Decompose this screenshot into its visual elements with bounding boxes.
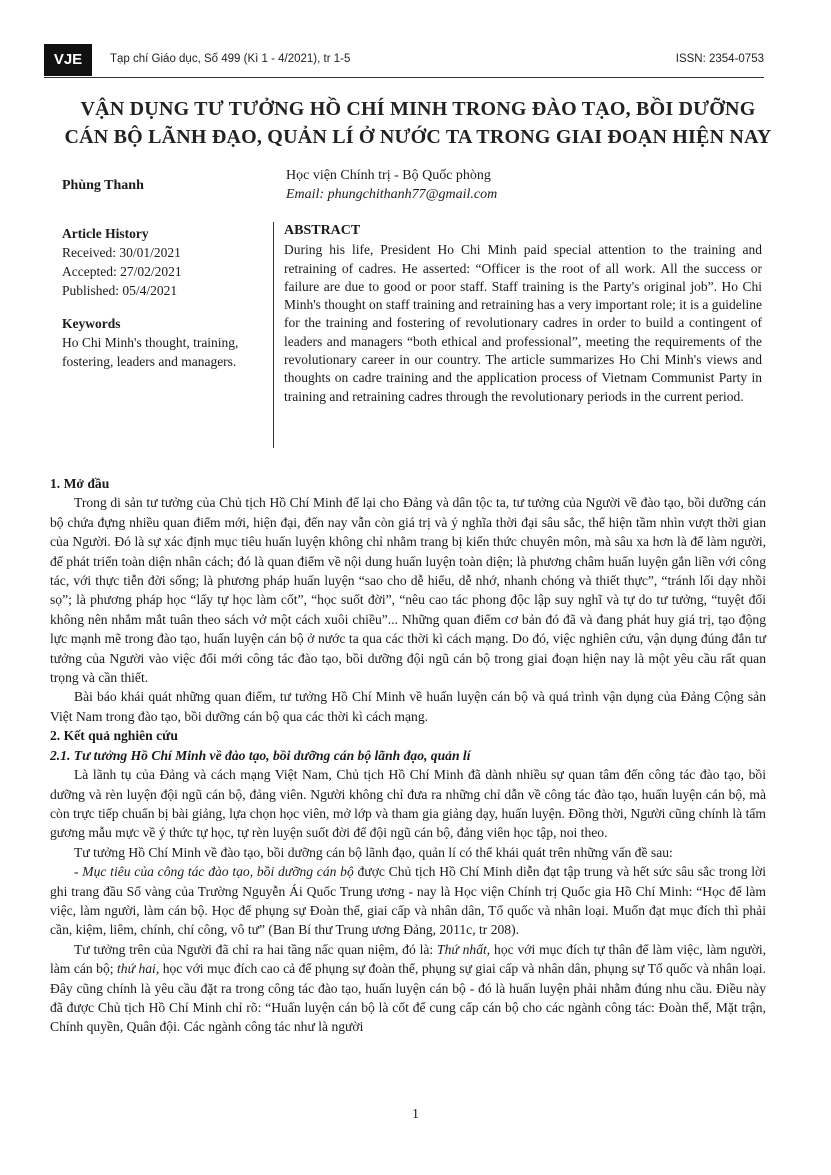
paragraph [50,940,766,1037]
paragraph: Bài báo khái quát những quan điểm, tư tưởng Hồ Chí Minh về huấn luyện cán bộ và quá trình vận dụng của Đảng Cộng sản Việt Nam trong đào tạo, bồi dưỡng cán bộ qua các thời kì cách mạng. [50,689,766,724]
abstract-heading: ABSTRACT [284,223,361,238]
header-divider [44,77,764,78]
article-body [50,474,766,1037]
accepted-date: Accepted: 27/02/2021 [62,264,182,279]
published-date: Published: 05/4/2021 [62,283,178,298]
author-affiliation-block [286,166,497,204]
page-number: 1 [412,1107,419,1122]
author-name: Phùng Thanh [62,178,144,193]
paragraph-text: , học với mục đích cao cả để phụng sự đoàn thể, phụng sự giai cấp và nhân dân, phụng sự Tổ quốc và nhân loại. Đây cũng chính là yêu cầu đặt ra trong công tác đào tạo, huấn luyện cán bộ - đó là huấn luyện phải nhằm đúng nhu cầu. Điều này đã được Chủ tịch Hồ Chí Minh chỉ rõ: “Huấn luyện cán bộ là cốt để cung cấp cán bộ cho các ngành công tác: Đoàn thể, Mặt trận, Chính quyền, Quân đội. Các ngành công tác như là người [50,961,766,1035]
paragraph: Tư tưởng Hồ Chí Minh về đào tạo, bồi dưỡng cán bộ lãnh đạo, quản lí có thể khái quát trên những vấn đề sau: [74,844,673,860]
abstract-text: During his life, President Ho Chi Minh paid special attention to the training and retraining of cadres. He asserted: “Officer is the root of all work. All the success or failure are due to good or poor staff. Staff training is the Party's original job”. Ho Chi Minh's thought on staff training and retraining has a very important role; it is a guideline for the training and fostering of revolutionary cadres in order to build a contingent of leaders and managers “both ethical and professional”, meeting the requirements of the revolutionary career in our country. The article summarizes Ho Chi Minh's views and thoughts on cadre training and the application process of Vietnam Communist Party in training and retraining cadres through the revolutionary periods in the current period. [284,242,762,404]
paragraph-text: được Chủ tịch Hồ Chí Minh diễn đạt tập trung và hết sức sâu sắc trong lời ghi trang đầu Sổ vàng của Trường Nguyễn Ái Quốc Trung ương - nay là Học viện Chính trị Quốc gia Hồ Chí Minh: “Học để làm việc, làm người, làm cán bộ. Học để phụng sự Đoàn thể, giai cấp và nhân dân, Tổ quốc và nhân loại. Muốn đạt mục đích thì phải cần, kiệm, liêm, chính, chí công, vô tư” (Ban Bí thư Trung ương Đảng, 2011c, tr 208). [50,864,767,938]
journal-citation: Tạp chí Giáo dục, Số 499 (Kì 1 - 4/2021), tr 1-5 [110,53,351,65]
received-date: Received: 30/01/2021 [62,245,181,260]
italic-phrase: thứ hai [117,961,156,977]
journal-header [44,44,764,76]
article-history-heading: Article History [62,226,149,241]
journal-logo: VJE [44,44,92,76]
paragraph: Trong di sản tư tưởng của Chủ tịch Hồ Chí Minh để lại cho Đảng và dân tộc ta, tư tưởng của Người về đào tạo, bồi dưỡng cán bộ chứa đựng nhiều quan điểm mới, hiện đại, đến nay vẫn còn giá trị và ý nghĩa thời đại sâu sắc, thể hiện tầm nhìn vượt thời gian của Người. Đó là sự xác định mục tiêu huấn luyện không chỉ nhằm trang bị kiến thức chuyên môn, mà sâu xa hơn là để làm người, để phát triển toàn diện nhân cách; đó là quan điểm về nội dung huấn luyện toàn diện; là phương châm huấn luyện gắn liền với công tác, với thực tiễn đời sống; là phương pháp huấn luyện “sao cho dễ hiểu, dễ nhớ, nhanh chóng và thiết thực”, “tránh lối dạy nhồi sọ”; là phương pháp học “lấy tự học làm cốt”, “học suốt đời”, “nêu cao tác phong độc lập suy nghĩ và tự do tư tưởng, “tuyệt đối không nên nhắm mắt tuân theo sách vở một cách xuôi chiều”... Những quan điểm cơ bản đó đã và đang phát huy giá trị, tạo động lực mạnh mẽ trong đào tạo, huấn luyện cán bộ ở nước ta qua các thời kì cách mạng. Do đó, việc nghiên cứu, vận dụng đúng đắn tư tưởng của Người vào việc đổi mới công tác đào tạo, bồi dưỡng đội ngũ cán bộ trong giai đoạn hiện nay là một yêu cầu rất quan trọng và cần thiết. [50,495,766,686]
keywords-heading: Keywords [62,316,121,331]
abstract-divider [273,222,274,448]
italic-phrase: - Mục tiêu của công tác đào tạo, bồi dưỡng cán bộ [74,864,354,880]
subsection-heading: 2.1. Tư tưởng Hồ Chí Minh về đào tạo, bồi dưỡng cán bộ lãnh đạo, quản lí [50,747,471,763]
title-line-2: CÁN BỘ LÃNH ĐẠO, QUẢN LÍ Ở NƯỚC TA TRONG GIAI ĐOẠN HIỆN NAY [64,126,772,148]
author-email: Email: phungchithanh77@gmail.com [286,187,498,202]
section-heading-results: 2. Kết quả nghiên cứu [50,728,178,744]
italic-phrase: Thứ nhất [437,941,487,957]
abstract [284,222,762,406]
affiliation: Học viện Chính trị - Bộ Quốc phòng [286,168,491,183]
paragraph: Là lãnh tụ của Đảng và cách mạng Việt Nam, Chủ tịch Hồ Chí Minh đã dành nhiều sự quan tâm đến công tác đào tạo, bồi dưỡng và rèn luyện đội ngũ cán bộ, đảng viên. Người không chỉ đưa ra những chỉ dẫn về công tác đào tạo, huấn luyện cán bộ, mà còn trực tiếp chuẩn bị bài giảng, lựa chọn học viên, mở lớp và tham gia giảng dạy, huấn luyện. Đồng thời, Người cũng chính là tấm gương mẫu mực về ý thức tự học, tự rèn luyện suốt đời để đội ngũ cán bộ, đảng viên học tập, noi theo. [50,767,766,841]
issn: ISSN: 2354-0753 [675,53,764,65]
section-heading-intro: 1. Mở đầu [50,476,110,491]
paragraph-text: Tư tưởng trên của Người đã chỉ ra hai tầng nấc quan niệm, đó là: [74,941,438,957]
paragraph-text: , học với mục đích tự thân để làm việc, làm người, làm cán bộ; [50,941,767,977]
article-title [60,95,776,151]
article-sidebar [62,224,262,371]
keywords-text: Ho Chi Minh's thought, training, fostering, leaders and managers. [62,335,239,369]
paragraph [50,862,766,940]
title-line-1: VẬN DỤNG TƯ TƯỞNG HỒ CHÍ MINH TRONG ĐÀO TẠO, BỒI DƯỠNG [80,98,756,120]
